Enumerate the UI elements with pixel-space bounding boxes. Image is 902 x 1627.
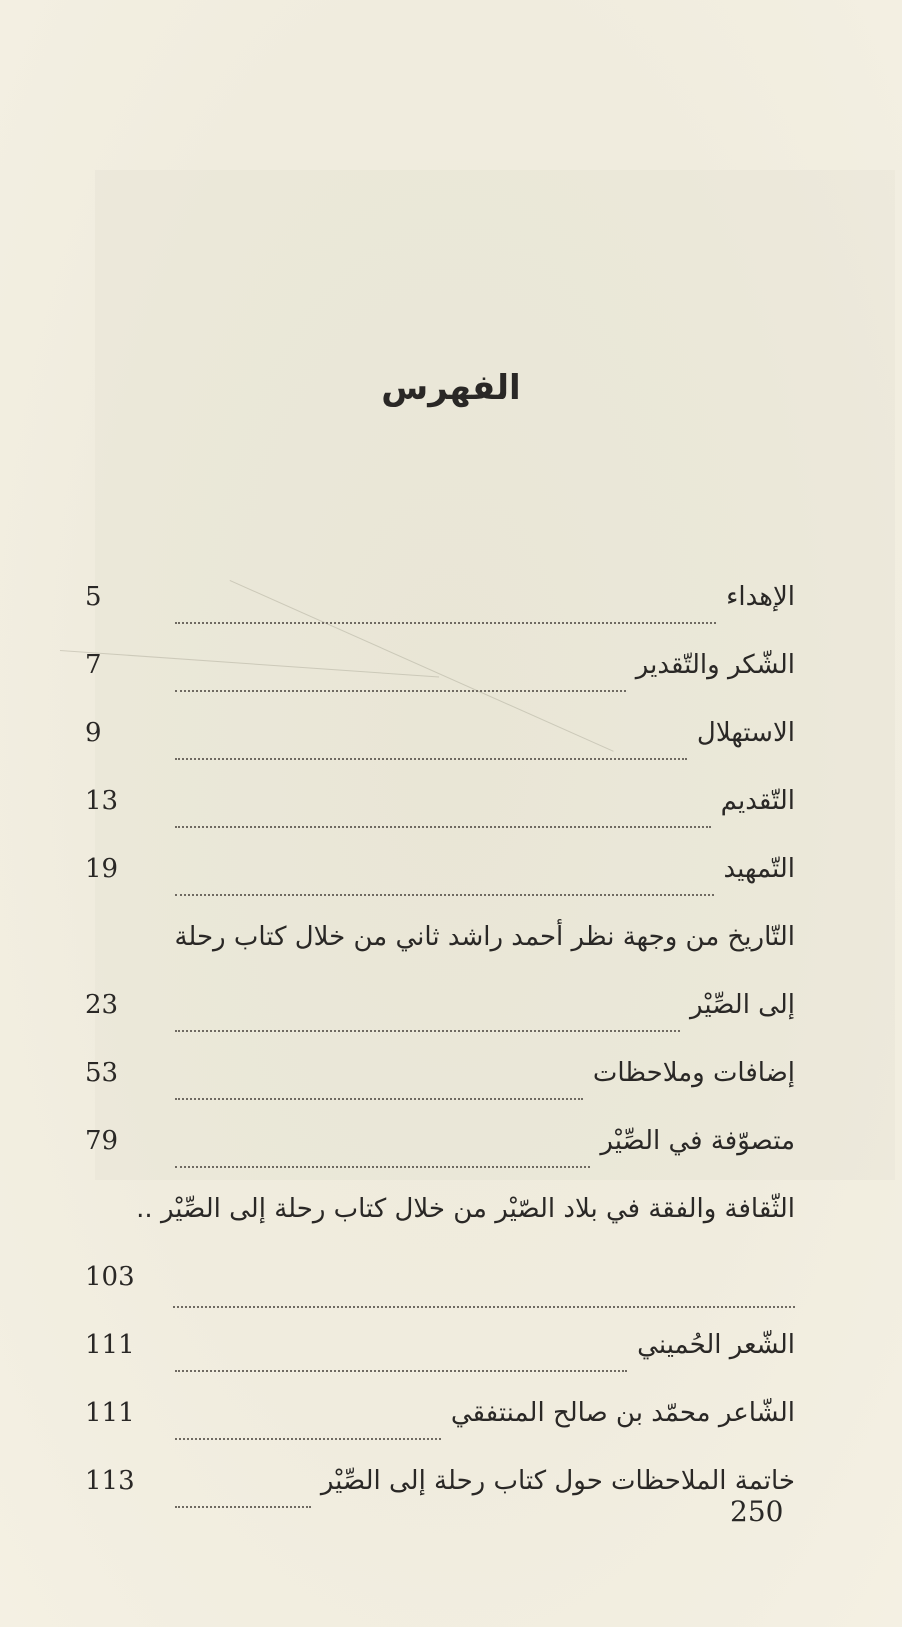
toc-entry-label: الثّقافة والفقة في بلاد الصّيْر من خلال كتاب رحلة إلى الصِّيْر .. [136, 1194, 795, 1224]
dot-leader [175, 1437, 441, 1440]
toc-entry-label: التّقديم [720, 786, 795, 816]
toc-page-number: 111 [85, 1398, 135, 1428]
dot-leader [175, 689, 626, 692]
toc-page-number: 53 [85, 1058, 119, 1088]
toc-entry-label: خاتمة الملاحظات حول كتاب رحلة إلى الصِّيْر [320, 1466, 795, 1496]
toc-entry-culture-line1 [85, 1194, 795, 1262]
toc-entry-label: الإهداء [726, 582, 795, 612]
toc-entry-label: إلى الصِّيْر [690, 990, 795, 1020]
toc-entry-preface [85, 854, 795, 922]
toc-entry-label: الشّكر والتّقدير [635, 650, 795, 680]
page-number: 250 [730, 1495, 784, 1528]
toc-page-number: 113 [85, 1466, 135, 1496]
dot-leader [175, 1369, 627, 1372]
toc-entry-sufis [85, 1126, 795, 1194]
toc-page-number: 7 [85, 650, 102, 680]
toc-entry-label: إضافات وملاحظات [592, 1058, 795, 1088]
toc-page-number: 5 [85, 582, 102, 612]
toc-page-number: 23 [85, 990, 119, 1020]
toc-page-number: 9 [85, 718, 102, 748]
dot-leader [175, 1097, 583, 1100]
toc-entry-label: التّمهيد [723, 854, 795, 884]
toc-entry-culture-line2 [85, 1262, 795, 1330]
table-of-contents [85, 582, 795, 1534]
dot-leader [175, 621, 716, 624]
toc-page-number: 13 [85, 786, 119, 816]
toc-entry-humaini-poetry [85, 1330, 795, 1398]
dot-leader [175, 757, 687, 760]
dot-leader [175, 1165, 590, 1168]
toc-entry-poet [85, 1398, 795, 1466]
dot-leader [175, 1029, 680, 1032]
toc-entry-acknowledgements [85, 650, 795, 718]
toc-entry-label: الشّعر الحُميني [637, 1330, 795, 1360]
toc-entry-additions [85, 1058, 795, 1126]
dot-leader [175, 825, 711, 828]
toc-entry-conclusion [85, 1466, 795, 1534]
toc-entry-label: الشّاعر محمّد بن صالح المنتفقي [450, 1398, 795, 1428]
toc-entry-history-line1 [85, 922, 795, 990]
toc-entry-label: التّاريخ من وجهة نظر أحمد راشد ثاني من خلال كتاب رحلة [174, 922, 795, 952]
toc-entry-dedication [85, 582, 795, 650]
toc-entry-label: متصوّفة في الصِّيْر [600, 1126, 795, 1156]
toc-page-number: 19 [85, 854, 119, 884]
toc-entry-label: الاستهلال [696, 718, 795, 748]
dot-leader [173, 1305, 795, 1308]
toc-entry-history-line2 [85, 990, 795, 1058]
toc-page-number: 79 [85, 1126, 119, 1156]
toc-entry-foreword [85, 786, 795, 854]
toc-page-number: 103 [85, 1262, 135, 1292]
dot-leader [175, 893, 714, 896]
page-title: الفهرس [381, 368, 521, 408]
toc-page-number: 111 [85, 1330, 135, 1360]
toc-entry-opening [85, 718, 795, 786]
dot-leader [175, 1505, 311, 1508]
